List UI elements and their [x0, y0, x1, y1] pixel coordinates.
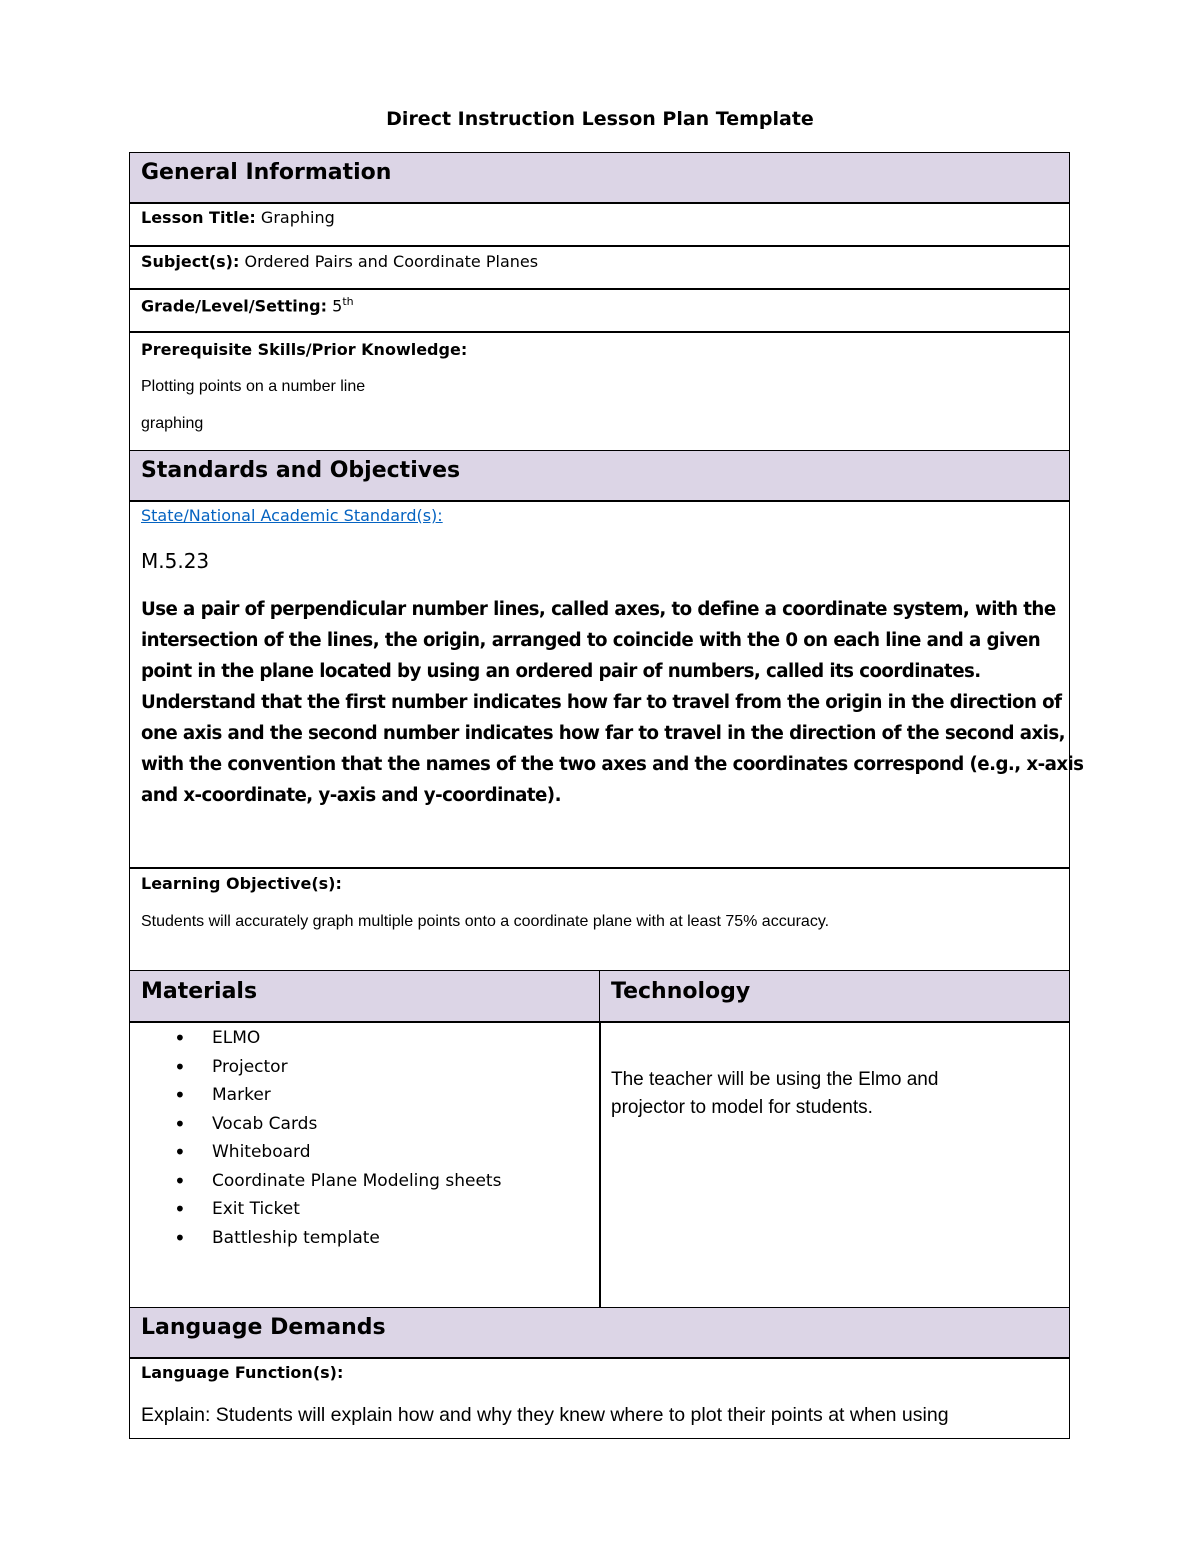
- general-information-title: General Information: [141, 160, 392, 185]
- learning-objective-row: [129, 867, 1070, 972]
- materials-header: [129, 970, 601, 1023]
- standards-objectives-header: [129, 450, 1070, 502]
- lesson-title-label: Lesson Title:: [141, 208, 256, 227]
- list-item: • Projector: [142, 1053, 501, 1082]
- language-function-label: Language Function(s):: [141, 1363, 344, 1382]
- general-information-header: [129, 152, 1070, 204]
- lesson-title-value: Graphing: [260, 208, 335, 227]
- prerequisite-line-2: graphing: [141, 415, 204, 432]
- technology-cell: [599, 1021, 1070, 1309]
- grade-value: 5: [332, 296, 343, 316]
- list-item: • Whiteboard: [142, 1138, 501, 1167]
- standard-line: intersection of the lines, the origin, arranged to coincide with the 0 on each line and a given: [141, 630, 1041, 651]
- learning-objective-text: Students will accurately graph multiple points onto a coordinate plane with at least 75% accuracy.: [141, 913, 830, 930]
- technology-line: projector to model for students.: [611, 1097, 873, 1118]
- standard-line: one axis and the second number indicates how far to travel in the direction of the second axis,: [141, 723, 1065, 744]
- list-item: • Exit Ticket: [142, 1195, 501, 1224]
- standard-line: and x-coordinate, y-axis and y-coordinate).: [141, 785, 561, 806]
- lesson-title-row: [129, 202, 1070, 247]
- list-item: • ELMO: [142, 1024, 501, 1053]
- list-item: • Vocab Cards: [142, 1110, 501, 1139]
- subject-label: Subject(s):: [141, 252, 240, 271]
- language-demands-header: [129, 1307, 1070, 1359]
- technology-title: Technology: [611, 979, 751, 1004]
- language-function-text: Explain: Students will explain how and why they knew where to plot their points at when using: [141, 1404, 949, 1426]
- prerequisite-line-1: Plotting points on a number line: [141, 378, 366, 395]
- list-item: • Coordinate Plane Modeling sheets: [142, 1167, 501, 1196]
- standard-line: Understand that the first number indicates how far to travel from the origin in the direction of: [141, 692, 1062, 713]
- standard-line: Use a pair of perpendicular number lines, called axes, to define a coordinate system, with the: [141, 599, 1056, 620]
- materials-title: Materials: [141, 979, 258, 1004]
- standards-row: [129, 500, 1084, 869]
- standards-link[interactable]: State/National Academic Standard(s):: [141, 506, 443, 525]
- prerequisite-row: [129, 331, 1070, 452]
- standard-line: point in the plane located by using an ordered pair of numbers, called its coordinates.: [141, 661, 981, 682]
- learning-objective-label: Learning Objective(s):: [141, 874, 342, 893]
- subject-value: Ordered Pairs and Coordinate Planes: [244, 252, 539, 271]
- grade-label: Grade/Level/Setting:: [141, 296, 328, 316]
- technology-line: The teacher will be using the Elmo and: [611, 1069, 939, 1090]
- document-title: Direct Instruction Lesson Plan Template: [386, 108, 814, 130]
- grade-suffix: th: [342, 295, 354, 308]
- grade-row: [129, 288, 1070, 333]
- technology-header: [599, 970, 1070, 1023]
- list-item: • Marker: [142, 1081, 501, 1110]
- standard-code: M.5.23: [141, 549, 210, 573]
- standard-line: with the convention that the names of the two axes and the coordinates correspond (e.g., x-axis: [141, 754, 1084, 775]
- materials-list: [142, 1024, 501, 1252]
- language-demands-title: Language Demands: [141, 1315, 386, 1340]
- list-item: • Battleship template: [142, 1224, 501, 1253]
- subject-row: [129, 245, 1070, 290]
- standards-objectives-title: Standards and Objectives: [141, 458, 461, 483]
- prerequisite-label: Prerequisite Skills/Prior Knowledge:: [141, 340, 468, 359]
- materials-cell: [129, 1021, 601, 1309]
- technology-description: [611, 1066, 938, 1122]
- standard-description: [141, 594, 1084, 811]
- language-function-row: [129, 1357, 1070, 1439]
